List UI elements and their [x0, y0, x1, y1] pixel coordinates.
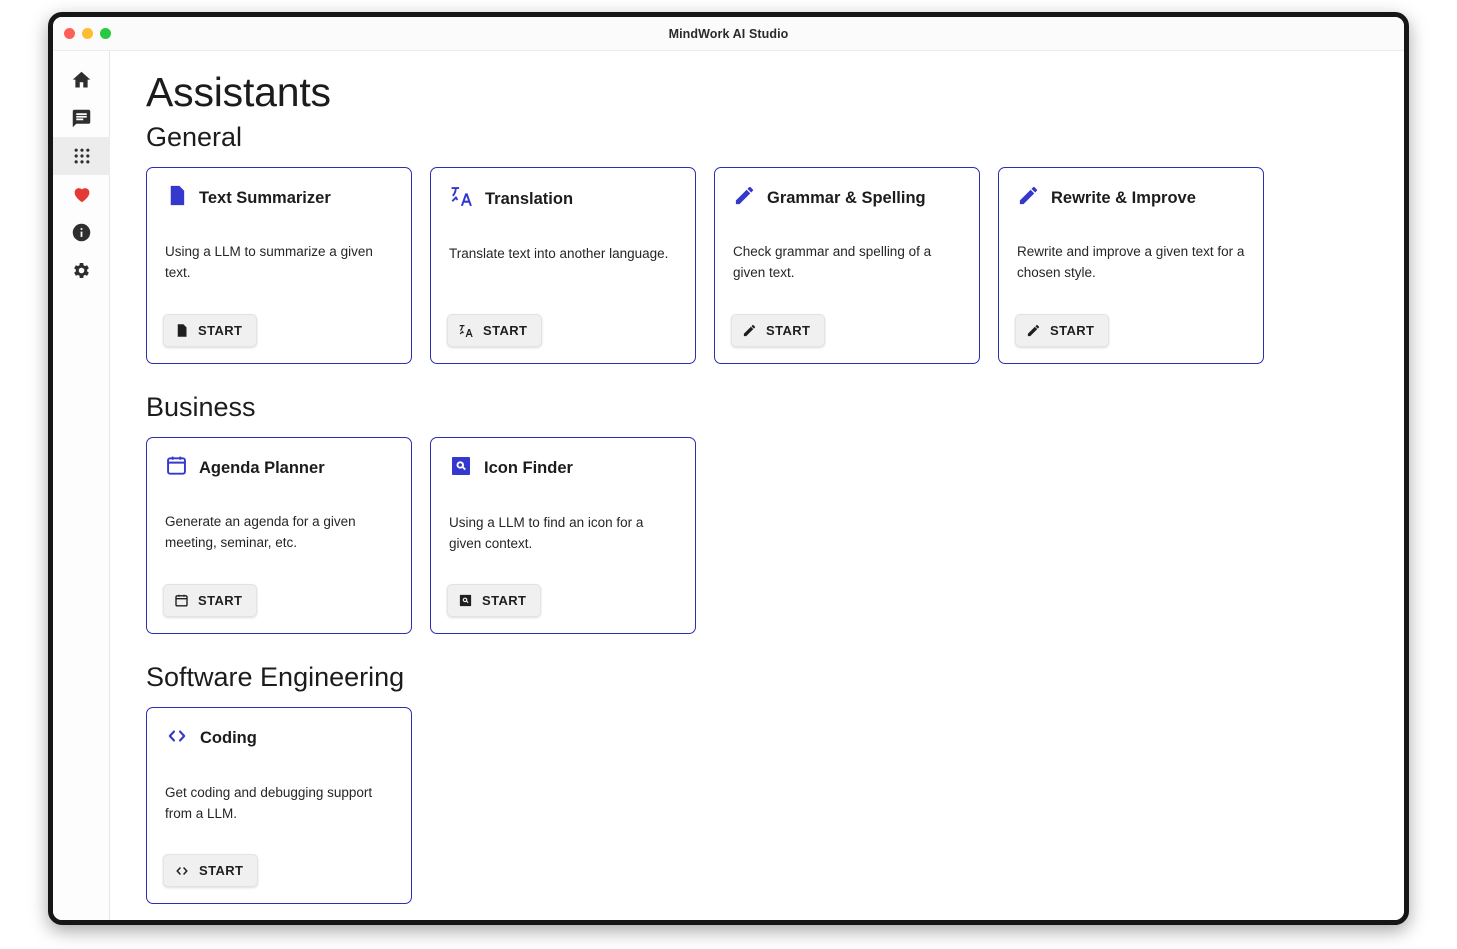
- start-button-agenda-planner[interactable]: [163, 584, 257, 617]
- start-button-label: START: [1050, 323, 1095, 338]
- start-button-label: START: [199, 863, 244, 878]
- card-header: [165, 184, 393, 212]
- chat-icon: [71, 108, 92, 129]
- card-description: Translate text into another language.: [449, 246, 669, 261]
- gear-icon: [71, 260, 92, 281]
- card-title: Rewrite & Improve: [1051, 188, 1196, 207]
- sidebar-item-assistants[interactable]: [53, 137, 110, 175]
- document-text-icon: [165, 184, 188, 212]
- sidebar-item-chat[interactable]: [53, 99, 110, 137]
- sidebar-item-settings[interactable]: [53, 251, 110, 289]
- page-title: Assistants: [146, 69, 331, 115]
- card-description: Using a LLM to find an icon for a given context.: [449, 515, 644, 551]
- sidebar: [53, 51, 110, 920]
- start-button-rewrite-improve[interactable]: [1015, 314, 1109, 347]
- close-window-button[interactable]: [64, 28, 75, 39]
- code-brackets-icon: [165, 724, 189, 753]
- card-description: Get coding and debugging support from a LLM.: [165, 785, 373, 821]
- calendar-icon: [165, 454, 188, 482]
- assistant-card-translation[interactable]: [430, 167, 696, 364]
- card-row-software-engineering: [146, 707, 1404, 904]
- card-row-general: [146, 167, 1404, 364]
- section-title-general: General: [146, 122, 243, 152]
- image-search-icon: [449, 454, 473, 483]
- start-button-label: START: [482, 593, 527, 608]
- card-description: Rewrite and improve a given text for a chosen style.: [1017, 244, 1245, 280]
- translate-icon: [449, 184, 474, 214]
- home-icon: [71, 70, 92, 91]
- card-description: Using a LLM to summarize a given text.: [165, 244, 373, 280]
- card-header: [449, 454, 677, 483]
- window-title: MindWork AI Studio: [668, 26, 789, 41]
- start-button-label: START: [766, 323, 811, 338]
- assistant-card-text-summarizer[interactable]: [146, 167, 412, 364]
- window-controls[interactable]: [64, 28, 111, 39]
- card-title: Text Summarizer: [199, 188, 331, 207]
- pencil-icon: [733, 184, 756, 212]
- start-button-label: START: [483, 323, 528, 338]
- card-description: Check grammar and spelling of a given text.: [733, 244, 932, 280]
- pencil-icon: [1026, 323, 1041, 338]
- app-window: [48, 12, 1409, 925]
- heart-icon: [71, 183, 93, 205]
- start-button-translation[interactable]: [447, 314, 542, 347]
- assistant-card-grammar-spelling[interactable]: [714, 167, 980, 364]
- card-row-business: [146, 437, 1404, 634]
- card-description: Generate an agenda for a given meeting, seminar, etc.: [165, 514, 356, 550]
- pencil-icon: [1017, 184, 1040, 212]
- calendar-icon: [174, 593, 189, 608]
- card-header: [733, 184, 961, 212]
- start-button-label: START: [198, 593, 243, 608]
- card-title: Coding: [200, 729, 257, 747]
- translate-icon: [458, 323, 474, 339]
- code-brackets-icon: [174, 863, 190, 879]
- assistant-card-rewrite-improve[interactable]: [998, 167, 1264, 364]
- start-button-grammar-spelling[interactable]: [731, 314, 825, 347]
- apps-grid-icon: [72, 146, 92, 166]
- title-bar: [53, 17, 1404, 51]
- start-button-coding[interactable]: [163, 854, 258, 887]
- assistant-card-icon-finder[interactable]: [430, 437, 696, 634]
- card-title: Translation: [485, 189, 574, 208]
- minimize-window-button[interactable]: [82, 28, 93, 39]
- maximize-window-button[interactable]: [100, 28, 111, 39]
- card-header: [165, 454, 393, 482]
- assistant-card-coding[interactable]: [146, 707, 412, 904]
- sidebar-item-home[interactable]: [53, 61, 110, 99]
- image-search-icon: [458, 593, 473, 608]
- start-button-text-summarizer[interactable]: [163, 314, 257, 347]
- info-icon: [71, 222, 92, 243]
- card-title: Agenda Planner: [199, 458, 325, 477]
- start-button-label: START: [198, 323, 243, 338]
- card-header: [165, 724, 393, 753]
- document-text-icon: [174, 323, 189, 338]
- section-title-business: Business: [146, 392, 256, 422]
- section-title-software-engineering: Software Engineering: [146, 662, 405, 692]
- sidebar-item-about[interactable]: [53, 213, 110, 251]
- card-header: [449, 184, 677, 214]
- window-body: [53, 51, 1404, 920]
- card-header: [1017, 184, 1245, 212]
- start-button-icon-finder[interactable]: [447, 584, 541, 617]
- assistant-card-agenda-planner[interactable]: [146, 437, 412, 634]
- card-title: Icon Finder: [484, 459, 573, 477]
- main-content: [110, 51, 1404, 920]
- pencil-icon: [742, 323, 757, 338]
- card-title: Grammar & Spelling: [767, 188, 926, 207]
- sidebar-item-favorites[interactable]: [53, 175, 110, 213]
